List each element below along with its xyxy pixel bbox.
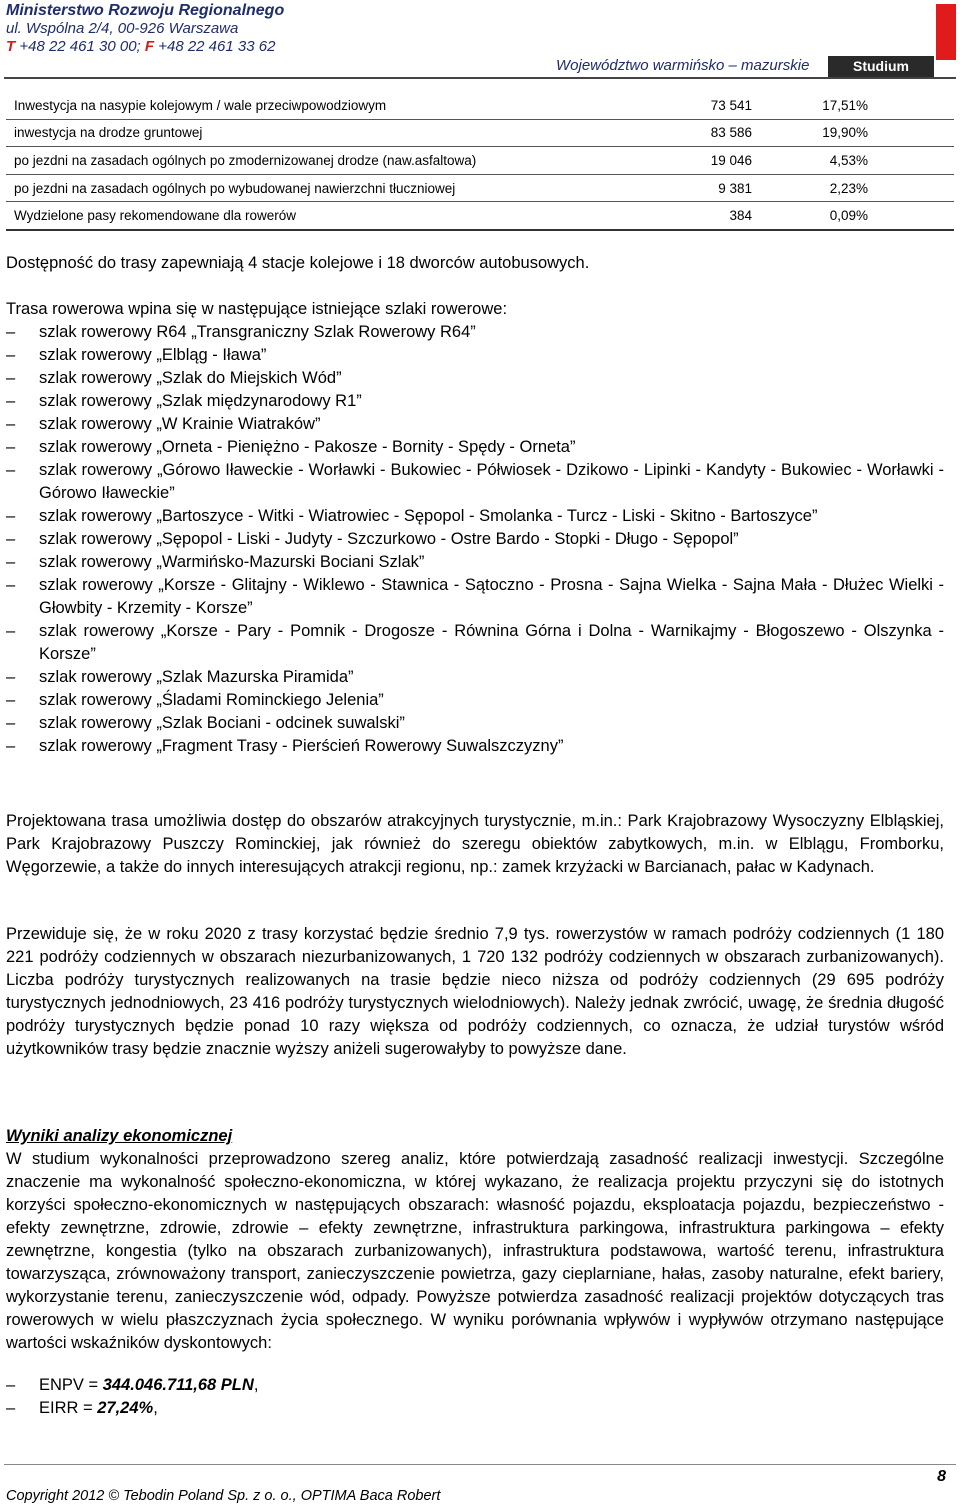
access-text: Dostępność do trasy zapewniają 4 stacje kolejowe i 18 dworców autobusowych. xyxy=(6,254,590,272)
paragraph-forecast: Przewiduje się, że w roku 2020 z trasy korzystać będzie średnio 7,9 tys. rowerzystów w ramach podróży codziennych (1 180 221 podróży codziennych w obszarach niezurbanizowanych, 1 720 132 podróży codziennych w obszarach zurbanizowanych). Liczba podróży turystycznych realizowanych na trasie będzie nieco niższa od podróży codziennych (29 695 podróży turystycznych jednodniowych, 23 416 podróży turystycznych wielodniowych). Należy jednak zwrócić, uwagę, że średnia długość podróży turystycznych będzie ponad 10 razy większa od podróży codziennych, co oznacza, że udział turystów wśród użytkowników trasy będzie znacznie wyższy aniżeli sugerowałyby to powyższe dane. xyxy=(6,925,944,1058)
header-region: Województwo warmińsko – mazurskie xyxy=(556,57,810,74)
econ-section xyxy=(6,1125,944,1355)
list-item: – szlak rowerowy „Elbląg - Iława” xyxy=(6,344,944,367)
section-heading: Wyniki analizy ekonomicznej xyxy=(6,1127,233,1145)
table-pct: 0,09% xyxy=(760,202,954,230)
table-row xyxy=(6,147,954,175)
header-badge: Studium xyxy=(828,56,934,77)
table-pct: 19,90% xyxy=(760,119,954,147)
table-label: Wydzielone pasy rekomendowane dla rowerów xyxy=(6,202,664,230)
routes-intro: Trasa rowerowa wpina się w następujące istniejące szlaki rowerowe: xyxy=(6,300,508,318)
table-pct: 17,51% xyxy=(760,92,954,119)
table-row xyxy=(6,202,954,230)
phone-f-label: F xyxy=(144,38,155,55)
table-value: 19 046 xyxy=(664,147,760,175)
header-phone xyxy=(6,38,275,56)
metric-enpv xyxy=(6,1374,944,1397)
list-item: – szlak rowerowy „Warmińsko-Mazurski Bociani Szlak” xyxy=(6,551,944,574)
route-surface-table xyxy=(6,92,954,231)
table-pct: 4,53% xyxy=(760,147,954,175)
table-label: Inwestycja na nasypie kolejowym / wale przeciwpowodziowym xyxy=(6,92,664,119)
page-number: 8 xyxy=(937,1468,946,1485)
paragraph-econ: W studium wykonalności przeprowadzono szereg analiz, które potwierdzają zasadność realizacji inwestycji. Szczególne znaczenie ma wykonalność społeczno-ekonomiczna, w której wykazano, że realizacja projektu przyczyni się do istotnych korzyści społeczno-ekonomicznych w następujących obszarach: własność pojazdu, eksploatacja pojazdu, bezpieczeństwo - efekty zewnętrzne, zdrowie, zdrowie – efekty zewnętrzne, infrastruktura parkingowa, infrastruktura parkingowa – efekty zewnętrzne, kongestia (tylko na obszarach zurbanizowanych), infrastruktura podstawowa, wartość terenu, infrastruktura towarzysząca, zrównoważony transport, zanieczyszczenie powietrza, gazy cieplarniane, hałas, zasoby naturalne, efekt bariery, wykorzystanie terenu, zanieczyszczenie wód, odpady. Powyższe potwierdza zasadność realizacji projektów dotyczących tras rowerowych w wielu płaszczyznach życia społecznego. W wyniku porównania wpływów i wypływów otrzymano następujące wartości wskaźników dyskontowych: xyxy=(6,1150,944,1352)
phone-t-label: T xyxy=(6,38,16,55)
metric-value: 344.046.711,68 PLN xyxy=(102,1376,254,1394)
header-org: Ministerstwo Rozwoju Regionalnego xyxy=(6,2,285,19)
table-value: 384 xyxy=(664,202,760,230)
table-label: po jezdni na zasadach ogólnych po wybudowanej nawierzchni tłuczniowej xyxy=(6,174,664,202)
list-item: – szlak rowerowy „Szlak międzynarodowy R1” xyxy=(6,390,944,413)
table-value: 73 541 xyxy=(664,92,760,119)
list-item: – szlak rowerowy „Śladami Rominckiego Jelenia” xyxy=(6,689,944,712)
table-value: 9 381 xyxy=(664,174,760,202)
list-item: – szlak rowerowy „W Krainie Wiatraków” xyxy=(6,413,944,436)
table-label: inwestycja na drodze gruntowej xyxy=(6,119,664,147)
paragraph-access: Projektowana trasa umożliwia dostęp do obszarów atrakcyjnych turystycznie, m.in.: Park Krajobrazowy Wysoczyzny Elbląskiej, Park Krajobrazowy Puszczy Rominckiej, jak również do szeregu obiektów zabytkowych, m.in. w Elblągu, Fromborku, Węgorzewie, a także do innych interesujących atrakcji regionu, np.: zamek krzyżacki w Barcianach, pałac w Kadynach. xyxy=(6,812,944,876)
list-item: – szlak rowerowy R64 „Transgraniczny Szlak Rowerowy R64” xyxy=(6,321,944,344)
metric-eirr xyxy=(6,1397,944,1420)
metric-label: ENPV = xyxy=(39,1376,103,1394)
header-red-bar xyxy=(936,4,956,60)
list-item: – szlak rowerowy „Orneta - Pieniężno - Pakosze - Bornity - Spędy - Orneta” xyxy=(6,436,944,459)
table-label: po jezdni na zasadach ogólnych po zmodernizowanej drodze (naw.asfaltowa) xyxy=(6,147,664,175)
routes-list xyxy=(6,321,944,758)
list-item: – szlak rowerowy „Sępopol - Liski - Judyty - Szczurkowo - Ostre Bardo - Stopki - Długo - Sępopol” xyxy=(6,528,944,551)
list-item: – szlak rowerowy „Korsze - Glitajny - Wiklewo - Stawnica - Sątoczno - Prosna - Sajna Wielka - Sajna Mała - Dłużec Wielki - Głowbity - Krzemity - Korsze” xyxy=(6,574,944,620)
list-item: – szlak rowerowy „Szlak Mazurska Piramida” xyxy=(6,666,944,689)
list-item: – szlak rowerowy „Szlak do Miejskich Wód” xyxy=(6,367,944,390)
metric-suffix: , xyxy=(253,1376,259,1394)
table-pct: 2,23% xyxy=(760,174,954,202)
footer-copyright: Copyright 2012 © Tebodin Poland Sp. z o. o., OPTIMA Baca Robert xyxy=(6,1488,441,1504)
table-row xyxy=(6,92,954,119)
list-item: – szlak rowerowy „Korsze - Pary - Pomnik - Drogosze - Równina Górna i Dolna - Warnikajmy - Błogoszewo - Olszynka - Korsze” xyxy=(6,620,944,666)
metric-value: 27,24% xyxy=(97,1399,154,1417)
header-divider xyxy=(4,77,956,79)
metric-suffix: , xyxy=(153,1399,158,1417)
header-address: ul. Wspólna 2/4, 00-926 Warszawa xyxy=(6,20,239,37)
list-item: – szlak rowerowy „Górowo Iławeckie - Worławki - Bukowiec - Półwiosek - Dzikowo - Lipinki - Kandyty - Bukowiec - Worławki - Górowo Iławeckie” xyxy=(6,459,944,505)
list-item: – szlak rowerowy „Szlak Bociani - odcinek suwalski” xyxy=(6,712,944,735)
phone-t: +48 22 461 30 00; xyxy=(15,38,145,55)
footer-divider xyxy=(4,1464,956,1465)
phone-f: +48 22 461 33 62 xyxy=(154,38,276,55)
table-row xyxy=(6,119,954,147)
list-item: – szlak rowerowy „Fragment Trasy - Pierścień Rowerowy Suwalszczyzny” xyxy=(6,735,944,758)
table-row xyxy=(6,174,954,202)
metric-label: EIRR = xyxy=(39,1399,98,1417)
list-item: – szlak rowerowy „Bartoszyce - Witki - Wiatrowiec - Sępopol - Smolanka - Turcz - Liski - Skitno - Bartoszyce” xyxy=(6,505,944,528)
table-value: 83 586 xyxy=(664,119,760,147)
metrics-list xyxy=(6,1374,944,1420)
